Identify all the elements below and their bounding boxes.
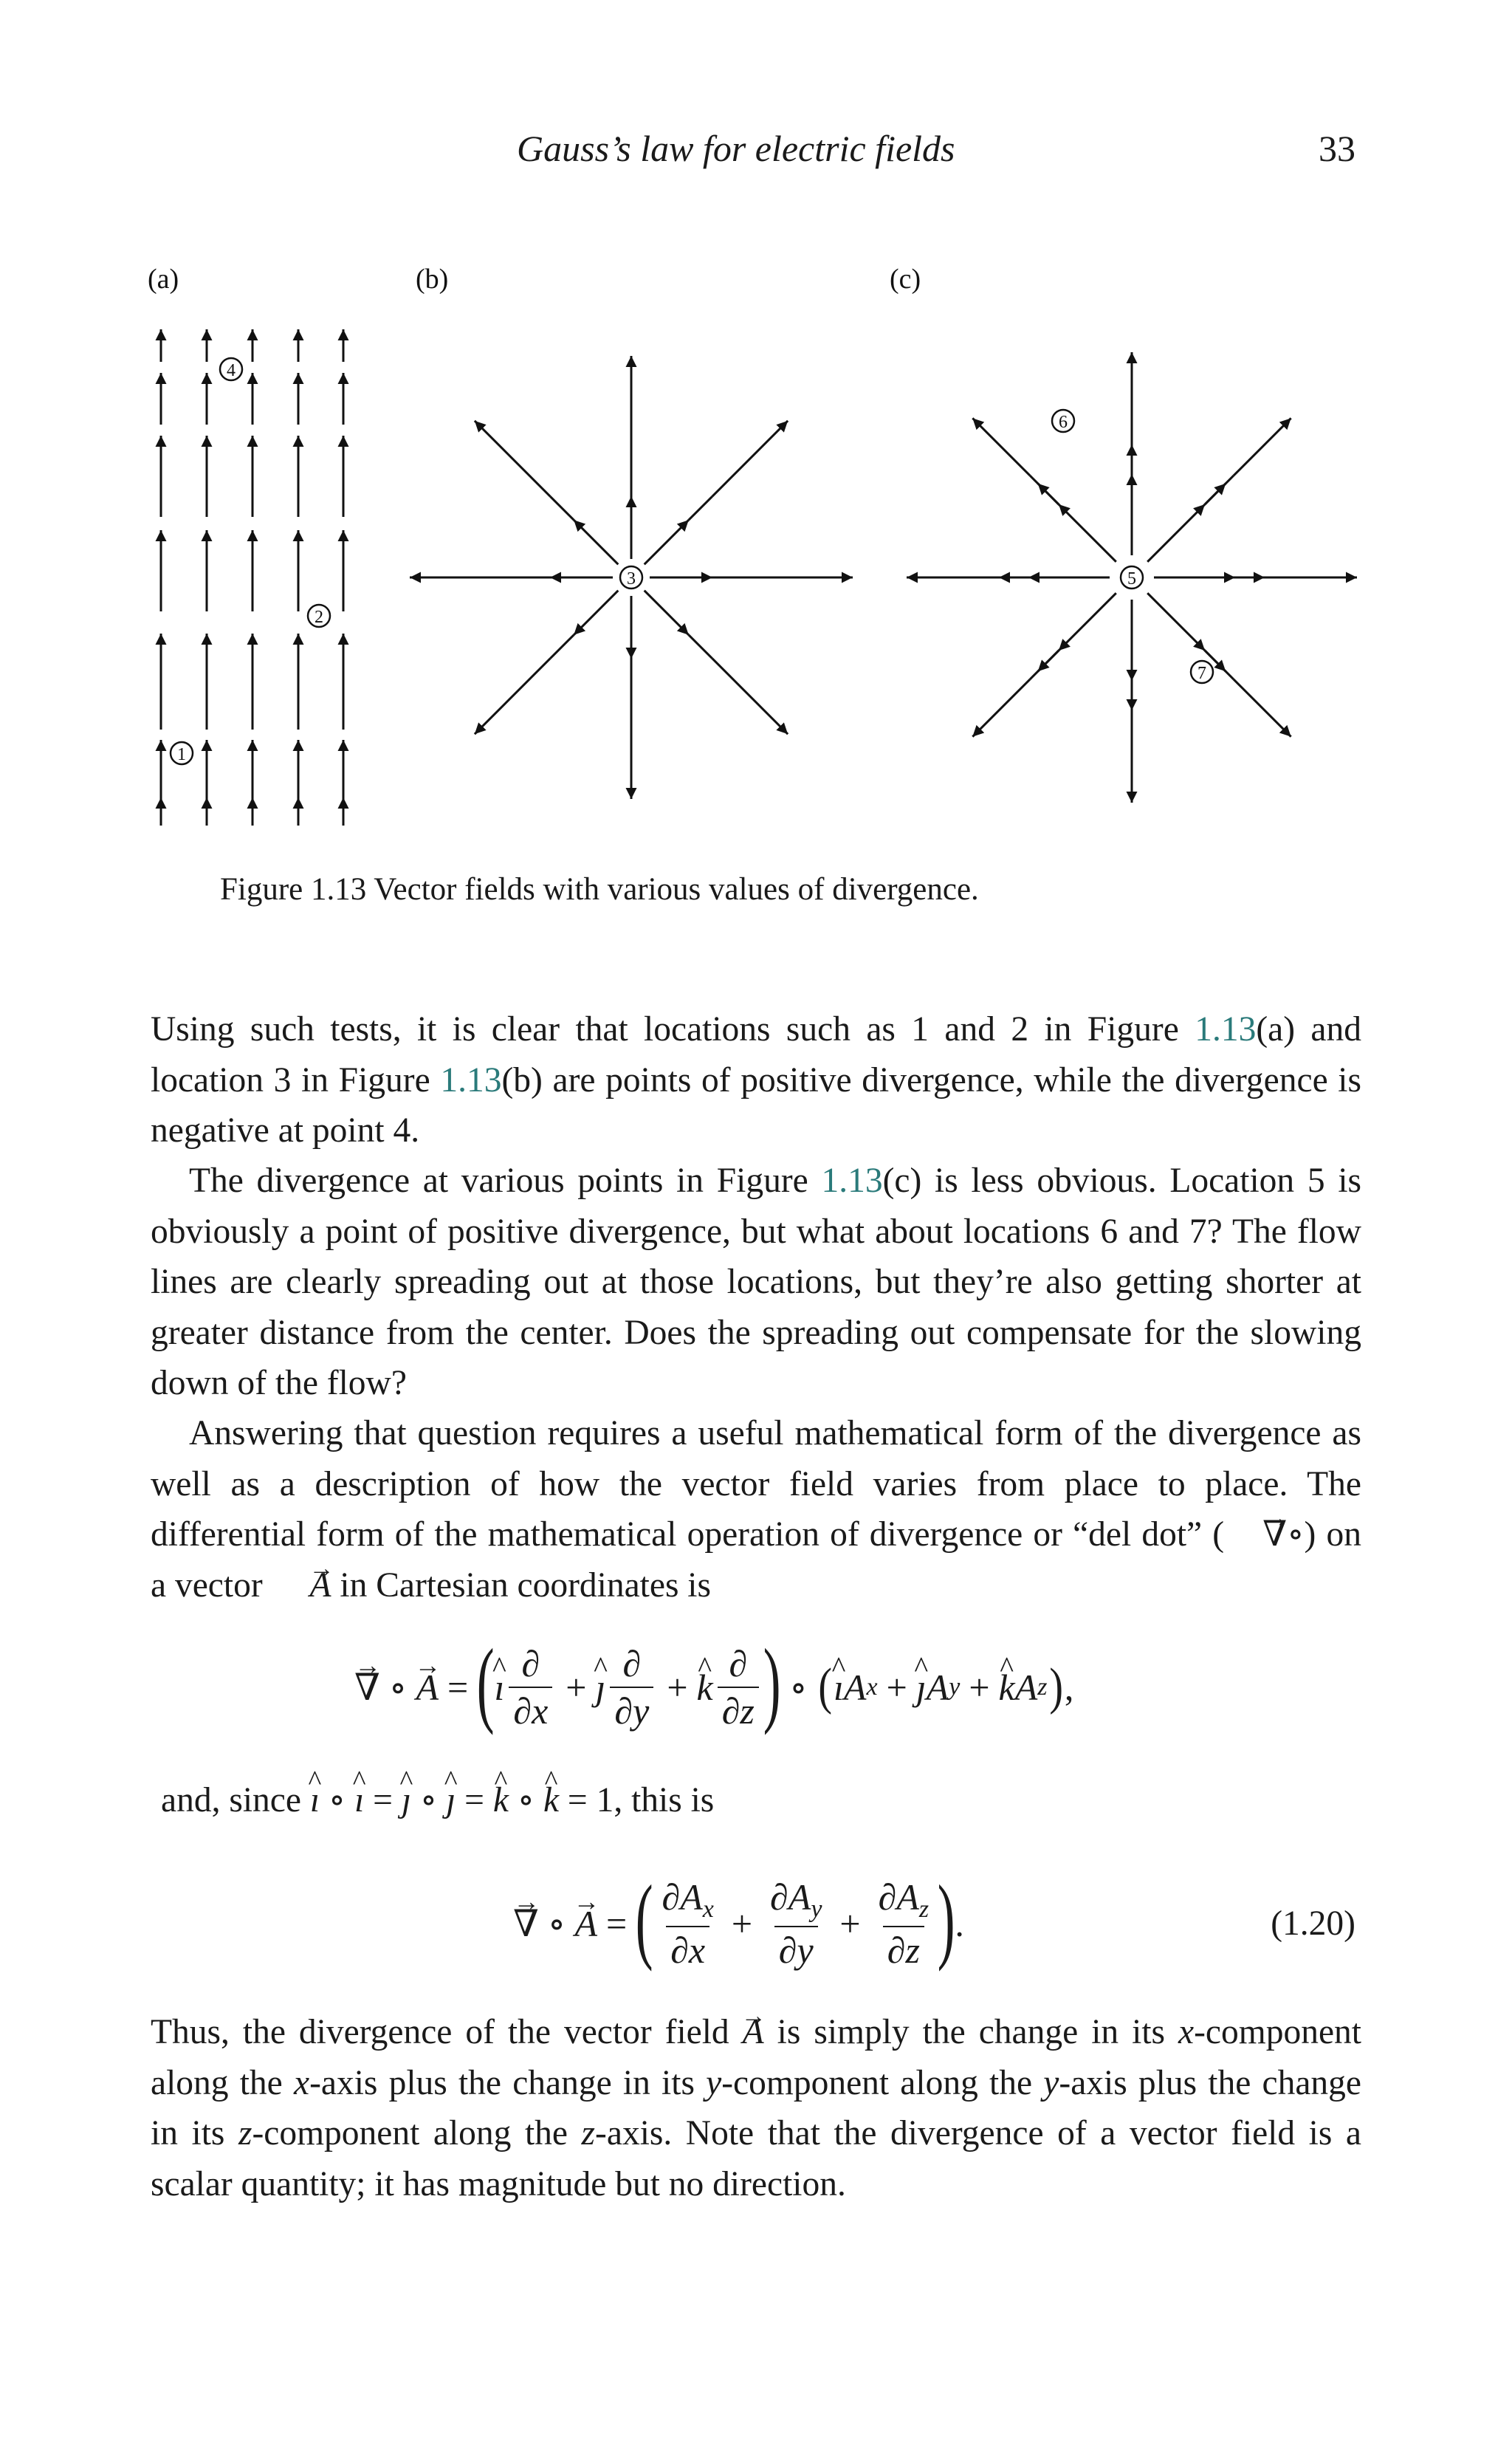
divergence-expansion-equation: → ∇ ∘ → A = ( ^ ı $\frac{\partial}{\partial x}$ + ^ ȷ $\frac{\partial}{\partial y}$ + ^ k $\frac{\partial}{\partial z}$ ) ∘ ( ^ ı A x + ^ ȷ A y + ^ k A z ) , xyxy=(354,1639,1073,1735)
field-line xyxy=(550,496,574,520)
running-title: Gauss’s law for electric fields xyxy=(517,128,955,169)
p4-text-8: -axis. Note that the divergence of a vector field is a scalar quantity; it has magnitude but no direction. xyxy=(151,2114,1362,2203)
figure-ref-link[interactable]: 1.13 xyxy=(440,1060,502,1100)
paragraph-2 xyxy=(151,1156,1361,1409)
field-arrow xyxy=(645,591,689,635)
field-line xyxy=(689,635,712,659)
divergence-cartesian-equation: → ∇ ∘ → A = ( $\frac{\partial A_x}{\partial x}$ + $\frac{\partial A_y}{\partial y}$ + $\frac{\partial A_z}{\partial z}$ ) . xyxy=(513,1872,964,1975)
p4-text-4: -axis plus the change in its xyxy=(309,2063,707,2102)
point-marker-label: 5 xyxy=(1127,569,1136,589)
field-arrow xyxy=(712,421,788,497)
p4-text-6: -axis plus the change in its xyxy=(151,2063,1362,2152)
field-arrow xyxy=(1059,593,1116,651)
p4-text-5: -component along the xyxy=(721,2063,1044,2102)
field-arrow xyxy=(475,659,551,735)
vector-a: → A xyxy=(743,2007,764,2058)
paragraph-3 xyxy=(151,1408,1361,1610)
panel-label-b: (b) xyxy=(416,264,449,295)
vector-field-figure xyxy=(0,0,1512,842)
p4-text-1: Thus, the divergence of the vector field xyxy=(151,2013,743,2051)
vector-a: → A xyxy=(272,1560,331,1611)
field-arrow xyxy=(574,591,618,635)
field-arrow xyxy=(972,679,1030,737)
circ-operator: ∘ xyxy=(1287,1515,1305,1554)
field-line xyxy=(550,635,574,659)
figure-ref-link[interactable]: 1.13 xyxy=(821,1162,883,1200)
panel-label-a: (a) xyxy=(148,264,179,295)
field-arrow xyxy=(475,421,551,497)
point-marker-label: 7 xyxy=(1197,664,1206,683)
field-arrow xyxy=(1205,484,1226,504)
and-since-text-1: and, since xyxy=(161,1781,310,1819)
p3-text-3: in Cartesian coordinates is xyxy=(331,1565,711,1605)
var-z: z xyxy=(581,2114,596,2152)
point-marker-label: 1 xyxy=(177,745,186,764)
var-z: z xyxy=(238,2114,252,2152)
figure-ref-link[interactable]: 1.13 xyxy=(1195,1010,1257,1049)
and-since-text-2: = 1, this is xyxy=(567,1781,715,1819)
panel-label-c: (c) xyxy=(890,264,921,295)
var-y: y xyxy=(1043,2063,1059,2102)
equation-number: (1.20) xyxy=(1271,1904,1355,1943)
field-arrow xyxy=(1038,651,1059,671)
p2-text-1: The divergence at various points in Figure xyxy=(189,1162,822,1200)
point-marker-label: 3 xyxy=(627,569,636,589)
p4-text-7: -component along the xyxy=(252,2114,582,2152)
point-marker-label: 4 xyxy=(227,361,236,380)
point-marker-label: 6 xyxy=(1059,413,1068,432)
field-arrow xyxy=(972,418,1030,476)
field-arrow xyxy=(1147,504,1205,562)
field-arrow xyxy=(1234,418,1291,476)
var-x: x xyxy=(293,2063,310,2102)
field-arrow xyxy=(645,520,689,564)
p3-text-1: Answering that question requires a useful mathematical form of the divergence as well as a description of how the vector field varies from place to place. The differential form of the mathematical operation of divergence or “del dot” ( xyxy=(151,1414,1361,1554)
p1-text-3: (b) are points of positive divergence, while the divergence is negative at point 4. xyxy=(151,1060,1361,1150)
var-y: y xyxy=(706,2063,722,2102)
field-arrow xyxy=(1234,679,1291,737)
paragraph-1 xyxy=(151,1004,1361,1156)
del-operator: → ∇ xyxy=(1224,1509,1287,1560)
p4-text-3: -component along the xyxy=(151,2013,1361,2102)
p1-text-1: Using such tests, it is clear that locations such as 1 and 2 in Figure xyxy=(151,1010,1195,1049)
and-since-line: and, since ^ ı ∘ ^ ı = ^ ȷ ∘ ^ ȷ = ^ k ∘ ^ k = 1, this is xyxy=(161,1780,714,1820)
point-marker-label: 2 xyxy=(315,608,323,627)
p1-text-2: (a) and location 3 in Figure xyxy=(151,1010,1361,1100)
field-arrow xyxy=(1059,504,1116,562)
p4-text-2: is simply the change in its xyxy=(763,2013,1179,2051)
field-arrow xyxy=(1147,593,1205,651)
page-number: 33 xyxy=(1319,128,1355,169)
paragraph-4 xyxy=(151,2007,1361,2209)
figure-caption: Figure 1.13 Vector fields with various values of divergence. xyxy=(220,872,979,907)
field-arrow xyxy=(574,520,618,564)
p2-text-2: (c) is less obvious. Location 5 is obviously a point of positive divergence, but what about locations 6 and 7? The flow lines are clearly spreading out at those locations, but they’re also getting shorter at greater distance from the center. Does the spreading out compensate for the slowing down of the flow? xyxy=(151,1162,1361,1402)
field-line xyxy=(689,496,712,520)
var-x: x xyxy=(1178,2013,1195,2051)
field-arrow xyxy=(712,659,788,735)
point-markers xyxy=(171,358,1213,764)
field-arrow xyxy=(1038,484,1059,504)
p3-text-2: ) on a vector xyxy=(151,1515,1361,1605)
